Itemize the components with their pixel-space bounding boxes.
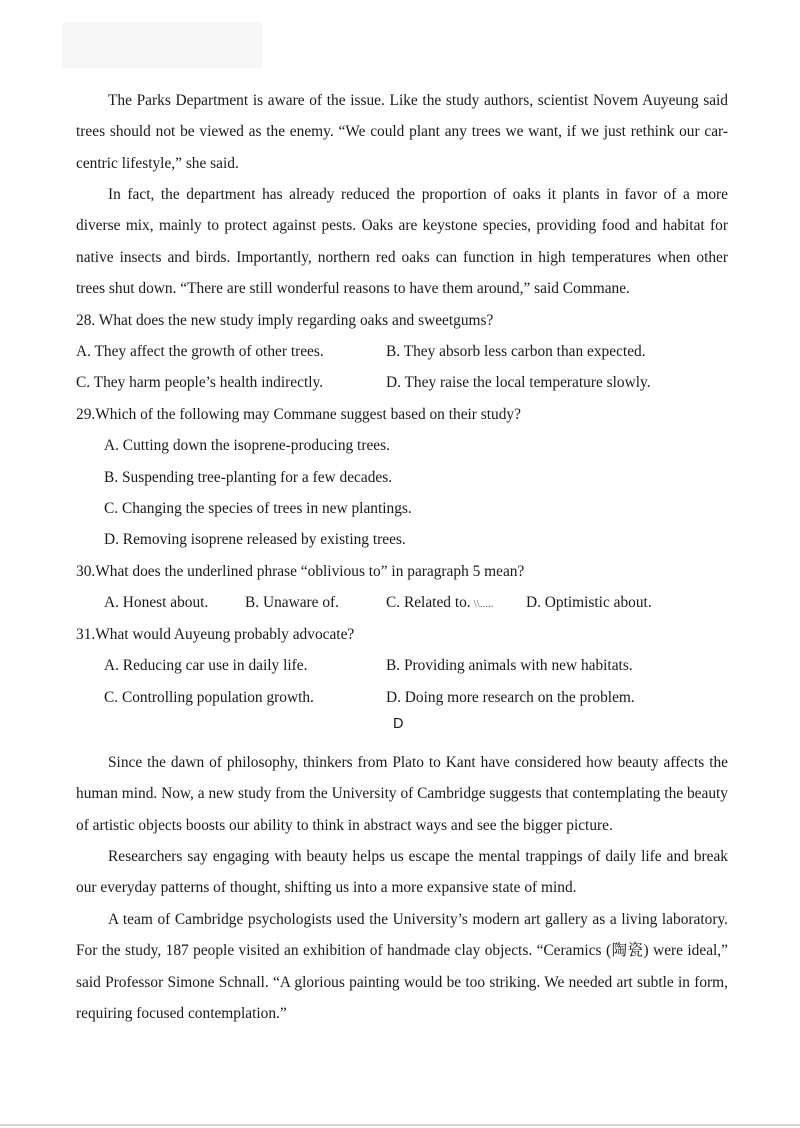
paragraph-department-oaks: In fact, the department has already reduced the proportion of oaks it plants in favor of a more diverse mix, mainly to protect against pests. Oaks are keystone species, providing food and habitat for native insects and birds. Importantly, northern red oaks can function in high temperatures when other trees shut down. “There are still wonderful reasons to have them around,” said Commane. bbox=[76, 186, 728, 298]
question-28-stem: 28. What does the new study imply regarding oaks and sweetgums? bbox=[76, 312, 494, 329]
question-31-option-c: C. Controlling population growth. bbox=[104, 689, 314, 706]
question-30-option-b: B. Unaware of. bbox=[245, 594, 340, 611]
question-30-option-c-text: C. Related to. bbox=[386, 594, 471, 611]
scan-smudge bbox=[62, 22, 262, 68]
pencil-mark: \\..... bbox=[473, 598, 494, 610]
paragraph-cambridge-team: A team of Cambridge psychologists used the University’s modern art gallery as a living laboratory. For the study, 187 people visited an exhibition of handmade clay objects. “Ceramics (陶瓷) were ideal,” said Professor Simone Schnall. “A glorious painting would be too striking. We needed art subtle in form, requiring focused contemplation.” bbox=[76, 911, 728, 1023]
question-30-option-c bbox=[386, 593, 494, 614]
question-29-option-b: B. Suspending tree-planting for a few decades. bbox=[104, 469, 393, 486]
question-31-option-a: A. Reducing car use in daily life. bbox=[104, 657, 308, 674]
section-heading-d: D bbox=[393, 716, 404, 732]
paragraph-researchers-beauty: Researchers say engaging with beauty helps us escape the mental trappings of daily life and break our everyday patterns of thought, shifting us into a more expansive state of mind. bbox=[76, 848, 728, 897]
question-30-option-a: A. Honest about. bbox=[104, 594, 209, 611]
paragraph-dawn-of-philosophy: Since the dawn of philosophy, thinkers from Plato to Kant have considered how beauty affects the human mind. Now, a new study from the University of Cambridge suggests that contemplating the beauty of artistic objects boosts our ability to think in abstract ways and see the bigger picture. bbox=[76, 754, 728, 834]
question-30-stem: 30.What does the underlined phrase “oblivious to” in paragraph 5 mean? bbox=[76, 563, 525, 580]
question-30-option-d: D. Optimistic about. bbox=[526, 594, 652, 611]
question-28-option-b: B. They absorb less carbon than expected. bbox=[386, 343, 646, 360]
question-28-option-a: A. They affect the growth of other trees. bbox=[76, 343, 324, 360]
question-29-option-a: A. Cutting down the isoprene-producing trees. bbox=[104, 437, 390, 454]
question-31-option-d: D. Doing more research on the problem. bbox=[386, 689, 635, 706]
question-31-option-b: B. Providing animals with new habitats. bbox=[386, 657, 633, 674]
question-29-stem: 29.Which of the following may Commane suggest based on their study? bbox=[76, 406, 521, 423]
question-29-option-d: D. Removing isoprene released by existing trees. bbox=[104, 531, 406, 548]
question-29-option-c: C. Changing the species of trees in new plantings. bbox=[104, 500, 412, 517]
paragraph-parks-department: The Parks Department is aware of the issue. Like the study authors, scientist Novem Auyeung said trees should not be viewed as the enemy. “We could plant any trees we want, if we just rethink our car-centric lifestyle,” she said. bbox=[76, 92, 728, 172]
question-28-option-d: D. They raise the local temperature slowly. bbox=[386, 374, 651, 391]
question-31-stem: 31.What would Auyeung probably advocate? bbox=[76, 626, 355, 643]
page-bottom-edge bbox=[0, 1124, 800, 1126]
question-28-option-c: C. They harm people’s health indirectly. bbox=[76, 374, 324, 391]
